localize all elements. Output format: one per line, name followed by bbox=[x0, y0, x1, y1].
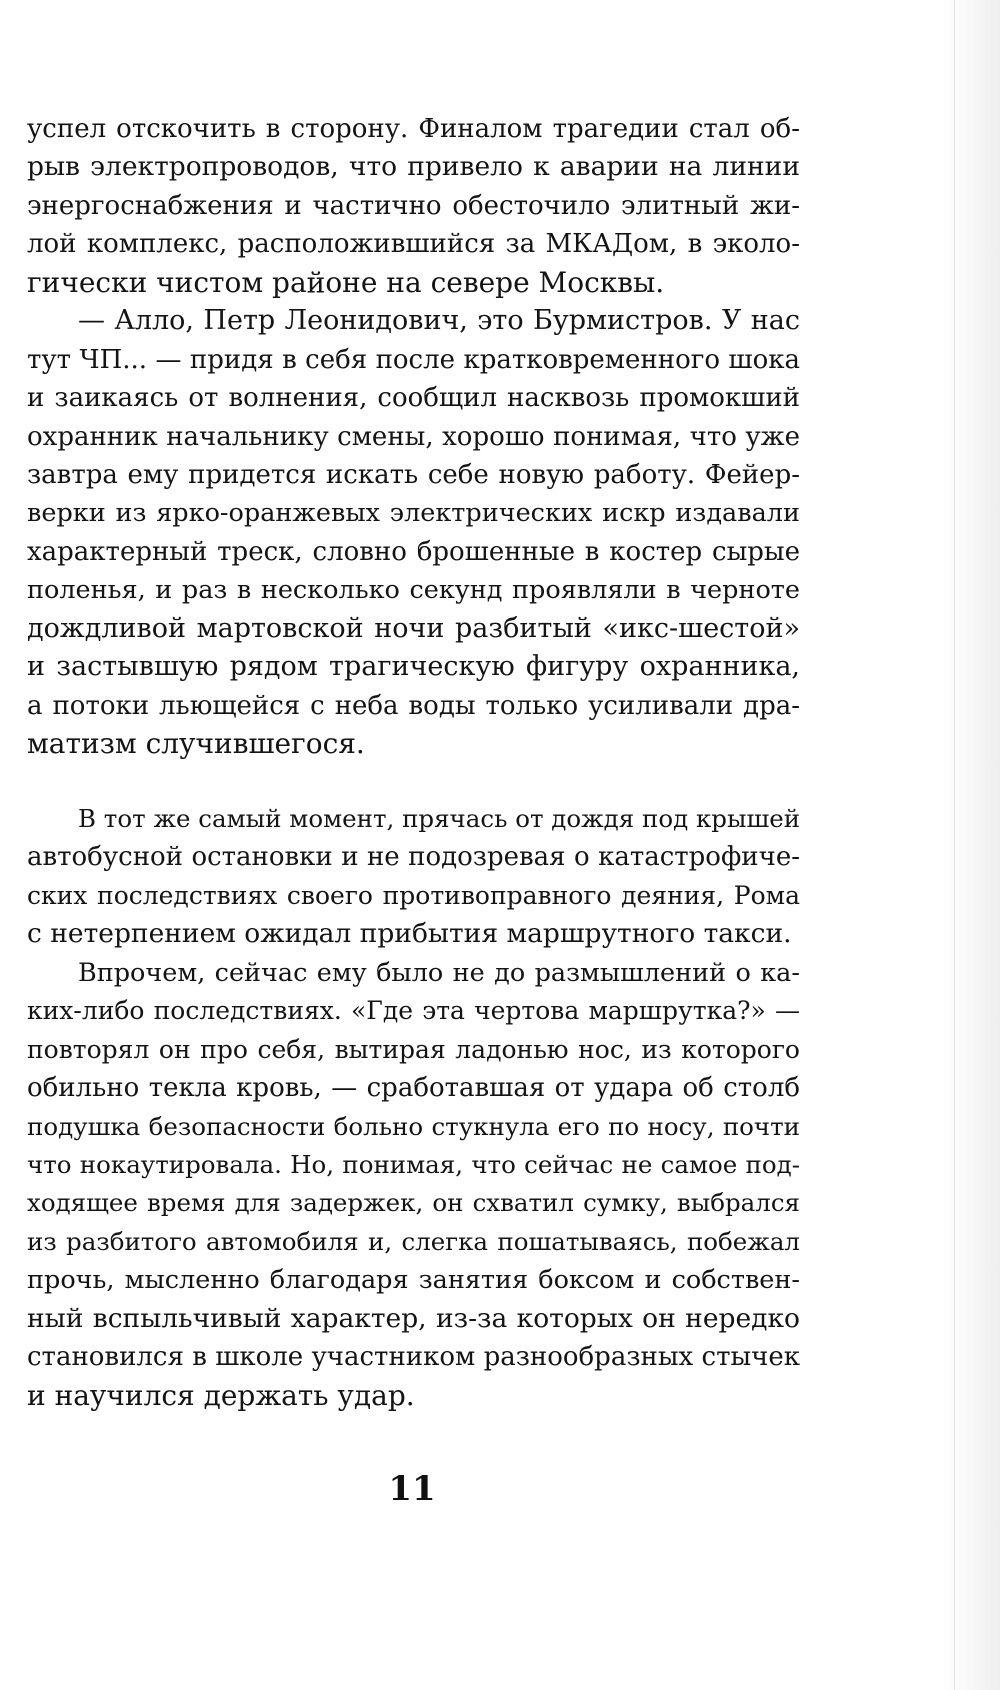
text-line: ких-либо последствиях. «Где эта чертова маршрутка?» — bbox=[27, 996, 800, 1026]
page-number: 11 bbox=[388, 1469, 436, 1509]
page-edge-shadow bbox=[942, 0, 1000, 1690]
paragraph-aftermath bbox=[27, 954, 800, 1415]
text-line: становился в школе участником разнообразных стычек bbox=[27, 1342, 800, 1373]
paragraph-dialogue bbox=[27, 302, 800, 763]
text-line: гически чистом районе на севере Москвы. bbox=[27, 265, 665, 299]
text-line: ходящее время для задержек, он схватил сумку, выбрался bbox=[27, 1188, 800, 1218]
text-line: ских последствиях своего противоправного деяния, Рома bbox=[27, 880, 800, 910]
text-line: а потоки льющейся с неба воды только усиливали дра- bbox=[27, 690, 800, 721]
text-line: автобусной остановки и не подозревая о катастрофиче- bbox=[27, 842, 800, 873]
text-line: рыв электропроводов, что привело к аварии на линии bbox=[27, 151, 800, 183]
text-line: обильно текла кровь, — сработавшая от удара об столб bbox=[27, 1073, 800, 1104]
text-line: охранник начальнику смены, хорошо понимая, что уже bbox=[27, 421, 800, 452]
paragraph-continuation bbox=[27, 110, 800, 302]
text-line: матизм случившегося. bbox=[27, 727, 365, 760]
paragraph-bus-stop bbox=[27, 800, 800, 954]
text-line: прочь, мысленно благодаря занятия боксом и собствен- bbox=[27, 1265, 800, 1296]
text-line: с нетерпением ожидал прибытия маршрутного такси. bbox=[27, 918, 792, 950]
text-line: что нокаутировала. Но, понимая, что сейчас не самое под- bbox=[27, 1149, 800, 1179]
text-line: поленья, и раз в несколько секунд проявляли в черноте bbox=[27, 575, 800, 606]
text-line: и научился держать удар. bbox=[27, 1378, 415, 1412]
text-line: В тот же самый момент, прячась от дождя под крышей bbox=[78, 804, 801, 833]
text-line: тут ЧП... — придя в себя после кратковременного шока bbox=[27, 344, 800, 375]
text-line: и заикаясь от волнения, сообщил насквозь промокший bbox=[27, 383, 800, 414]
text-line: успел отскочить в сторону. Финалом трагедии стал об- bbox=[27, 114, 800, 144]
text-line: — Алло, Петр Леонидович, это Бурмистров. У нас bbox=[78, 305, 800, 337]
text-line: и застывшую рядом трагическую фигуру охранника, bbox=[27, 651, 800, 683]
text-block-top bbox=[27, 110, 800, 763]
text-line: лой комплекс, расположившийся за МКАДом, в эколо- bbox=[27, 229, 800, 260]
text-line: характерный треск, словно брошенные в костер сырые bbox=[27, 536, 800, 567]
text-line: ный вспыльчивый характер, из-за которых он нередко bbox=[27, 1302, 800, 1334]
text-block-bottom bbox=[27, 800, 800, 1415]
text-line: Впрочем, сейчас ему было не до размышлений о ка- bbox=[78, 957, 800, 988]
text-line: повторял он про себя, вытирая ладонью нос, из которого bbox=[27, 1034, 800, 1064]
text-line: подушка безопасности больно стукнула его по носу, почти bbox=[27, 1111, 800, 1141]
text-line: верки из ярко-оранжевых электрических искр издавали bbox=[27, 498, 800, 529]
text-line: из разбитого автомобиля и, слегка пошатываясь, побежал bbox=[27, 1226, 800, 1256]
text-line: завтра ему придется искать себе новую работу. Фейер- bbox=[27, 459, 800, 490]
text-line: дождливой мартовской ночи разбитый «икс-шестой» bbox=[27, 612, 800, 644]
text-line: энергоснабжения и частично обесточило элитный жи- bbox=[27, 190, 800, 221]
